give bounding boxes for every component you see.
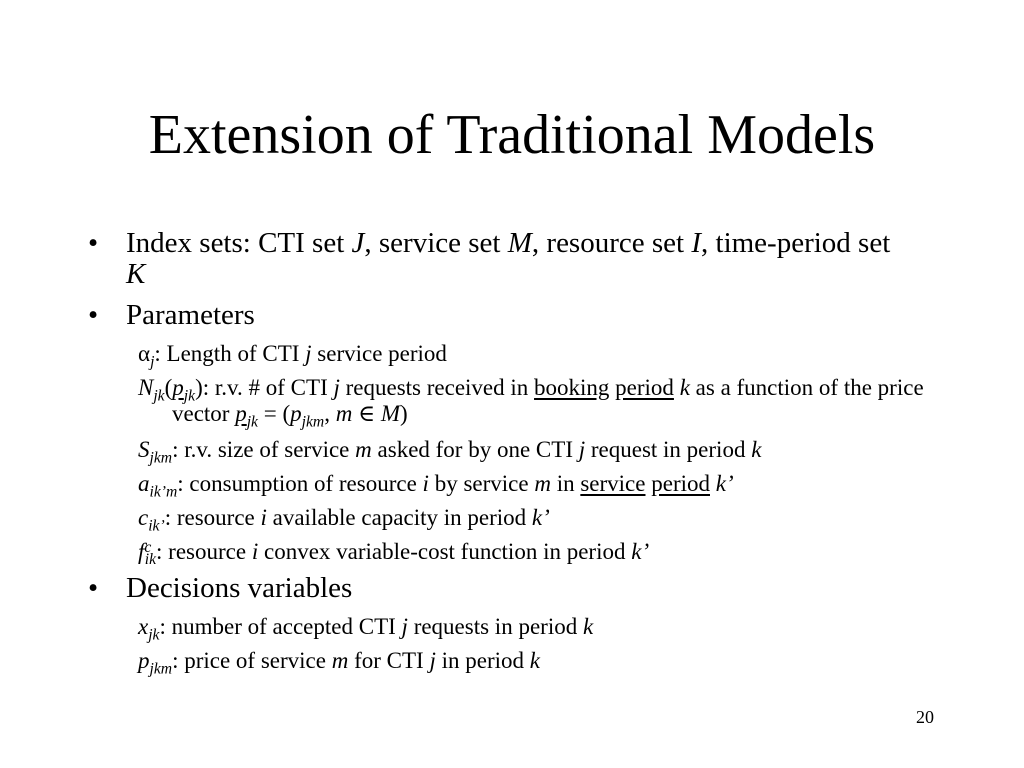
param-a: $a_{ik’m}$: consumption of resource i by service m in service period k’ [138, 471, 734, 501]
bullet-index-sets [88, 228, 908, 290]
bullet-text: Parameters [126, 299, 255, 331]
bullet-decisions [88, 573, 908, 604]
slide-title: Extension of Traditional Models [148, 104, 876, 166]
param-c: $c_{ik’}$: resource i available capacity in period k’ [138, 505, 550, 535]
bullet-text: Index sets: CTI set J, service set M, resource set I, time-period set K [126, 227, 891, 290]
page-number: 20 [916, 707, 934, 727]
param-f: $f^c_{ik}$: resource i convex variable-cost function in period k’ [138, 538, 650, 569]
bullet-parameters [88, 300, 908, 331]
bullet-text: Decisions variables [126, 572, 353, 604]
decision-p: $p_{jkm}$: price of service m for CTI j in period k [138, 648, 540, 678]
bullet-icon: • [88, 227, 99, 259]
param-N: $N_{jk}(p_{jk})$: r.v. # of CTI j requests received in booking period k as a function of the price vector $p_{jk} = (p_{jkm}$, m ∈ M) [138, 375, 924, 431]
param-S: $S_{jkm}$: r.v. size of service m asked for by one CTI j request in period k [138, 437, 762, 467]
bullet-icon: • [88, 572, 99, 604]
decision-x: $x_{jk}$: number of accepted CTI j requests in period k [138, 614, 594, 644]
param-alpha: $\alpha_j$: Length of CTI j service period [138, 341, 447, 371]
bullet-icon: • [88, 299, 99, 331]
